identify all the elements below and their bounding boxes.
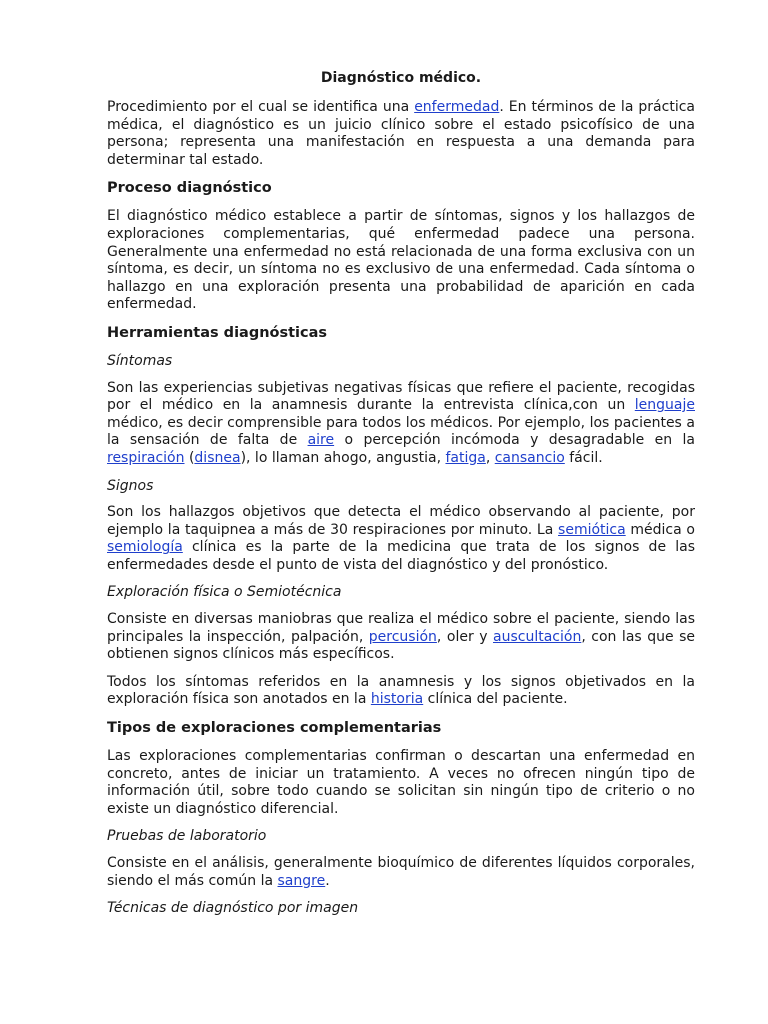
historia-paragraph: [107, 674, 695, 709]
link-sangre[interactable]: sangre: [277, 872, 326, 889]
text-run: ,: [485, 449, 495, 466]
text-run: . En términos de la práctica médica, el diagnóstico es un juicio clínico sobre el estado psicofísico de una persona; representa una manifestación en respuesta a una demanda para determinar tal estado.: [107, 99, 695, 168]
link-semiologia[interactable]: semiología: [107, 539, 183, 556]
subheading-exploracion-fisica: Exploración física o Semiotécnica: [107, 584, 342, 601]
text-run: Son los hallazgos objetivos que detecta el médico observando al paciente, por ejemplo la taquipnea a más de 30 respiraciones por minuto. La: [107, 504, 695, 538]
link-semiotica[interactable]: semiótica: [558, 521, 626, 538]
heading-herramientas-diagnosticas: Herramientas diagnósticas: [107, 324, 328, 341]
sintomas-paragraph: [107, 380, 695, 468]
link-historia[interactable]: historia: [370, 691, 424, 708]
exploracion-paragraph: [107, 611, 695, 664]
text-run: .: [325, 872, 330, 889]
subheading-tecnicas-imagen: Técnicas de diagnóstico por imagen: [107, 900, 359, 917]
link-auscultacion[interactable]: auscultación: [493, 628, 582, 645]
text-run: , oler y: [436, 628, 494, 645]
text-run: Son las experiencias subjetivas negativas físicas que refiere el paciente, recogidas por el médico en la anamnesis durante la entrevista clínica,con un: [107, 379, 695, 414]
heading-proceso-diagnostico: Proceso diagnóstico: [107, 180, 272, 197]
subheading-sintomas: Síntomas: [107, 352, 173, 369]
text-run: Procedimiento por el cual se identifica una: [107, 99, 415, 115]
text-run: , con las que se obtienen signos clínicos más específicos.: [107, 628, 695, 663]
text-run: médico, es decir comprensible para todos los médicos. Por ejemplo, los pacientes a la sensación de falta de: [107, 414, 695, 449]
text-run: o percepción incómoda y desagradable en la: [334, 432, 695, 449]
link-cansancio[interactable]: cansancio: [494, 449, 565, 466]
text-run: clínica del paciente.: [423, 691, 568, 708]
link-percusion[interactable]: percusión: [368, 628, 437, 645]
text-run: fácil.: [564, 449, 603, 466]
text-run: clínica es la parte de la medicina que trata de los signos de las enfermedades desde el punto de vista del diagnóstico y del pronóstico.: [107, 539, 695, 573]
subheading-pruebas-laboratorio: Pruebas de laboratorio: [107, 828, 267, 845]
intro-paragraph: [107, 99, 695, 169]
link-fatiga[interactable]: fatiga: [445, 449, 486, 466]
signos-paragraph: [107, 504, 695, 574]
text-run: Consiste en el análisis, generalmente bioquímico de diferentes líquidos corporales, siendo el más común la: [107, 855, 695, 889]
heading-tipos-exploraciones: Tipos de exploraciones complementarias: [107, 720, 442, 737]
text-run: médica o: [625, 521, 695, 538]
subheading-signos: Signos: [107, 477, 154, 494]
text-run: Todos los síntomas referidos en la anamnesis y los signos objetivados en la exploración física son anotados en la: [107, 673, 695, 708]
proceso-paragraph: El diagnóstico médico establece a partir de síntomas, signos y los hallazgos de exploraciones complementarias, qué enfermedad padece una persona. Generalmente una enfermedad no está relacionada de una forma exclusiva con un síntoma, es decir, un síntoma no es exclusivo de una enfermedad. Cada síntoma o hallazgo en una exploración presenta una probabilidad de aparición en cada enfermedad.: [107, 208, 695, 313]
text-run: Consiste en diversas maniobras que realiza el médico sobre el paciente, siendo las principales la inspección, palpación,: [107, 611, 695, 645]
link-enfermedad[interactable]: enfermedad: [414, 99, 500, 115]
link-lenguaje[interactable]: lenguaje: [634, 397, 695, 414]
link-respiracion[interactable]: respiración: [107, 449, 185, 466]
tipos-paragraph: Las exploraciones complementarias confirman o descartan una enfermedad en concreto, antes de iniciar un tratamiento. A veces no ofrecen ningún tipo de información útil, sobre todo cuando se solicitan sin ningún tipo de criterio o no existe un diagnóstico diferencial.: [107, 748, 695, 817]
link-aire[interactable]: aire: [307, 432, 335, 449]
text-run: (: [184, 449, 195, 466]
laboratorio-paragraph: [107, 855, 695, 890]
link-disnea[interactable]: disnea: [194, 449, 241, 466]
document-title: Diagnóstico médico.: [320, 70, 482, 86]
text-run: ), lo llaman ahogo, angustia,: [240, 449, 446, 466]
